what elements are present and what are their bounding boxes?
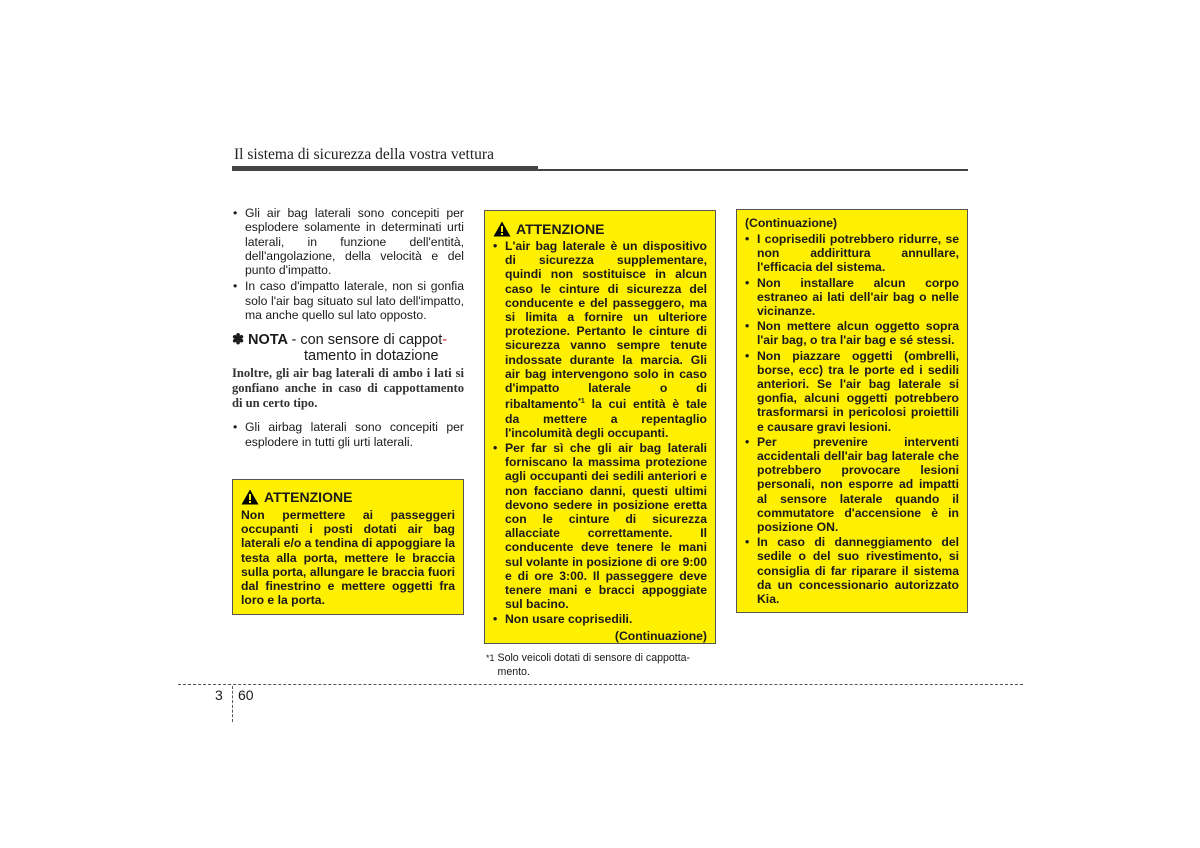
warning-box-middle (484, 210, 716, 644)
nota-subtitle-line2: tamento in dotazione (304, 348, 439, 365)
chapter-number: 3 (215, 687, 223, 703)
list-item: • Non installare alcun corpo estraneo ai lati dell'air bag o nelle vicinanze. (745, 275, 959, 319)
page-number: 60 (238, 687, 254, 703)
nota-heading (232, 332, 464, 364)
warning-list (493, 239, 707, 627)
nota-label: NOTA (248, 332, 288, 349)
list-item: • Gli airbag laterali sono concepiti per esplodere in tutti gli urti laterali. (233, 420, 464, 449)
footnote (486, 652, 716, 679)
bullet-list (232, 420, 464, 449)
warning-list (745, 232, 959, 606)
bullet-list (232, 206, 464, 322)
warning-box-right (736, 209, 968, 613)
list-item: • L'air bag laterale è un dispositivo di sicurezza supplementare, quindi non sostituisce in alcun caso le cinture di sicurezza del conducente e del passeggero, ma si limita a fornire un ulteriore protezione. Pertanto le cinture di sicurezza vanno sempre tenute indossate durante la marcia. Gli air bag intervengono solo in caso d'impatto laterale o di ribaltamento$^{*1}$ la cui entità è tale da mettere a repentaglio l'incolumità degli occupanti. (493, 239, 707, 440)
list-item: • Non usare coprisedili. (493, 612, 633, 627)
list-item: • In caso di danneggiamento del sedile o del suo rivestimento, si consiglia di far riparare il sistema da un concessionario autorizzato Kia. (745, 535, 959, 607)
section-title: Il sistema di sicurezza della vostra vettura (234, 146, 494, 163)
list-item: • Per far sì che gli air bag laterali forniscano la massima protezione agli occupanti dei sedili anteriori e non facciano danni, questi ultimi devono sedere in posizione eretta con le cinture di sicurezza allacciate correttamente. Il conducente deve tenere le mani sul volante in posizione di ore 9:00 e di ore 3:00. Il passeggere deve tenere mani e bracci appoggiate sul bacino. (493, 440, 707, 612)
list-item: • Gli air bag laterali sono concepiti per esplodere solamente in determinati urti laterali, in funzione dell'entità, dell'angolazione, della velocità e del punto d'impatto. (233, 206, 464, 278)
nota-subtitle: - con sensore di cappot- (291, 332, 448, 349)
warning-title: ATTENZIONE (493, 221, 707, 237)
header-rule-thin (538, 169, 968, 171)
nota-section (232, 332, 464, 411)
list-item: • Non mettere alcun oggetto sopra l'air bag, o tra l'air bag e sé stessi. (745, 319, 959, 348)
list-item: • In caso d'impatto laterale, non si gonfia solo l'air bag situato sul lato dell'impatto, ma anche quello sul lato opposto. (233, 279, 464, 323)
warning-title: ATTENZIONE (241, 489, 455, 505)
footnote-text: Solo veicoli dotati di sensore di cappotta- mento. (497, 652, 691, 678)
column-left (232, 206, 464, 451)
footnote-mark: *1 (486, 653, 495, 663)
footnote-ref: *1 (578, 398, 585, 406)
list-item: • I coprisedili potrebbero ridurre, se non addirittura annullare, l'efficacia del sistema. (745, 232, 959, 275)
warning-triangle-icon (493, 221, 511, 237)
list-item: • Non piazzare oggetti (ombrelli, borse, ecc) tra le porte ed i sedili anteriori. Se l'air bag laterale si gonfia, alcuni oggetti potrebbero trasformarsi in pericolosi proiettili e causare gravi lesioni. (745, 348, 959, 434)
star-icon: ✽ (232, 332, 245, 349)
continued-label: (Continuazione) (614, 628, 707, 643)
list-item: • Per prevenire interventi accidentali dell'air bag laterale che potrebbero provocare lesioni personali, non esporre ad impatti al sensore laterale quando il commutatore d'accensione è in posizione ON. (745, 434, 959, 535)
nota-body: Inoltre, gli air bag laterali di ambo i lati si gonfiano anche in caso di cappottamento di un certo tipo. (232, 366, 464, 411)
header-rule-thick (232, 166, 538, 171)
footer-vertical-rule (232, 686, 233, 722)
continued-label: (Continuazione) (745, 216, 838, 230)
warning-text: Non permettere ai passeggeri occupanti i posti dotati air bag laterali e/o a tendina di appoggiare la testa alla porta, mettere le braccia sulla porta, allungare le braccia fuori dal finestrino e mettere oggetti fra loro e la porta. (241, 508, 456, 608)
warning-box-left (232, 479, 464, 615)
footer-rule (178, 684, 1023, 685)
warning-triangle-icon (241, 489, 259, 505)
